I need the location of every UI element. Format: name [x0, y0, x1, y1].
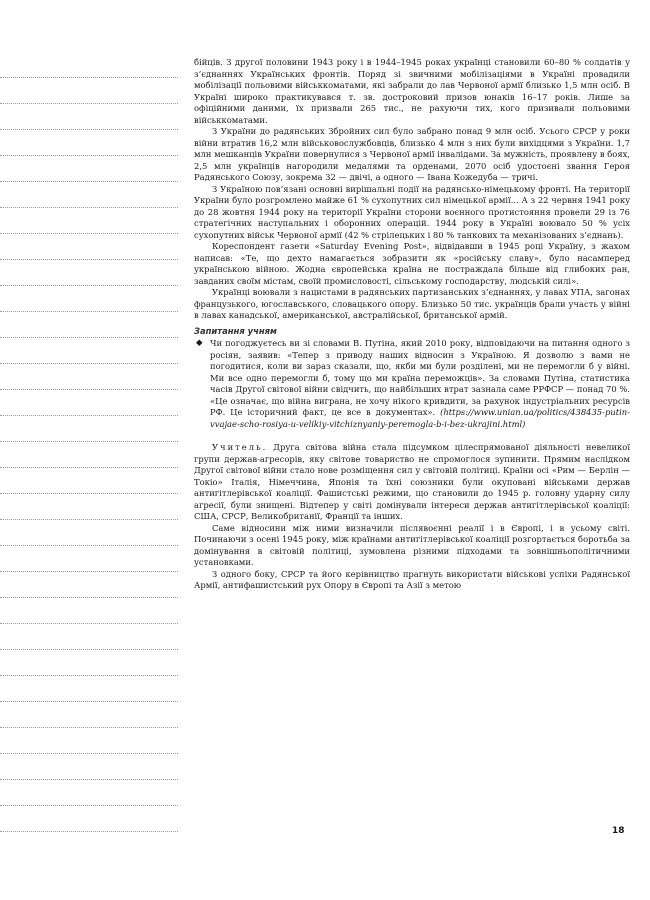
note-line — [0, 156, 178, 182]
teacher-label: Учитель. — [212, 442, 268, 452]
note-line — [0, 546, 178, 572]
note-line — [0, 572, 178, 598]
question-text: Чи погоджуєтесь ви зі словами В. Путіна, який 2010 року, відповідаючи на питання одного з росіян, заявив: «Тепер з приводу наших відносин з Україною. Я дозволю з вами не погодитися, коли ви зараз сказали, що, якби ми були розділені, ми не перемогли б у війні. Ми все одно перемогли б, тому що ми країна переможців». За словами Путіна, статистика часів Другої світової війни свідчить, що найбільших втрат зазнала саме РРФСР — понад 70 %. «Це означає, що війна виграна, не хочу нікого кривдити, за рахунок індустріальних ресурсів РФ. Це історичний факт, це все в документах». — [210, 338, 630, 417]
note-line — [0, 234, 178, 260]
note-line — [0, 182, 178, 208]
diamond-bullet-icon: ◆ — [196, 338, 203, 348]
teacher-paragraph — [194, 442, 630, 523]
paragraph: З України до радянських Збройних сил було забрано понад 9 млн осіб. Усього СРСР у роки війни втратив 16,2 млн військовослужбовців, близько 4 млн з них були вихідцями з України. 1,7 млн мешканців України повернулися з Червоної армії інвалідами. За мужність, проявлену в боях, 2,5 млн українців нагородили медалями та орденами, 2070 осіб удостоєні звання Героя Радянського Союзу, зокрема 32 — двічі, а одного — Івана Кожедуба — тричі. — [194, 126, 630, 182]
teacher-text: Друга світова війна стала підсумком цілеспрямованої діяльності невеликої групи держав-агресорів, яку світове товариство не спромоглося зупинити. Прямим наслідком Другої світової війни стало нове розміщення сил у світовій політиці. Країни осі «Рим — Берлін — Токіо» Італія, Німеччина, Японія та їхні союзники були окуповані військами держав антигітлерівської коаліції. Фашистські режими, що становили до 1945 р. головну ударну силу агресії, були знищені. Відтепер у світі домінували інтереси держав антигітлерівської коаліції: США, СРСР, Великобританії, Франції та інших. — [194, 442, 630, 521]
note-line — [0, 702, 178, 728]
page-body — [194, 57, 630, 592]
question-heading: Запитання учням — [194, 325, 277, 336]
note-line — [0, 286, 178, 312]
note-line — [0, 728, 178, 754]
note-line — [0, 442, 178, 468]
notes-margin — [0, 52, 178, 832]
note-line — [0, 208, 178, 234]
note-line — [0, 312, 178, 338]
note-line — [0, 520, 178, 546]
note-line — [0, 806, 178, 832]
paragraph: Кореспондент газети «Saturday Evening Post», відвідавши в 1945 році Україну, з жахом написав: «Те, що дехто намагається зобразити як «російську славу», було насамперед українською війною. Жодна європейська країна не постраждала більше від глибоких ран, завданих своїм містам, своїй промисловості, сільському господарству, людській силі». — [194, 241, 630, 286]
paragraph: З одного боку, СРСР та його керівництво прагнуть використати військові успіхи Радянської Армії, антифашистський рух Опору в Європі та Азії з метою — [194, 568, 630, 590]
paragraph: Українці воювали з нацистами в радянських партизанських з’єднаннях, у лавах УПА, загонах французького, югославського, словацького опору. Близько 50 тис. українців брали участь у війні в лавах канадської, американської, австралійської, британської армій. — [194, 287, 630, 320]
paragraph: Саме відносини між ними визначили післявоєнні реалії і в Європі, і в усьому світі. Починаючи з осені 1945 року, між країнами антигітлерівської коаліції розгортається боротьба за домінування в світовій політиці, зумовлена різними підходами та зовнішньополітичними установками. — [194, 522, 630, 567]
paragraph: З Україною пов’язані основні вирішальні події на радянсько-німецькому фронті. На території України було розгромлено майже 61 % сухопутних сил німецької армії... А з 22 червня 1941 року до 28 жовтня 1944 року на території України сторони воєнного протистояння провели 29 із 76 стратегічних наступальних і оборонних операцій. 1944 року в Україні воювало 50 % усіх сухопутних військ Червоної армії (42 % стрілецьких і 80 % танкових та механізованих з’єднань). — [194, 183, 630, 240]
note-line — [0, 754, 178, 780]
page-number: 18 — [612, 826, 625, 836]
note-line — [0, 338, 178, 364]
note-line — [0, 78, 178, 104]
note-line — [0, 468, 178, 494]
note-line — [0, 260, 178, 286]
note-line — [0, 52, 178, 78]
note-line — [0, 364, 178, 390]
note-line — [0, 390, 178, 416]
note-line — [0, 104, 178, 130]
question-source: (https://www.unian.ua/politics/438435-putin-vvajae-scho-rosiya-u-velikiy-vitchiznyaniy-peremogla-b-i-bez-ukrajini.html) — [210, 407, 630, 429]
note-line — [0, 598, 178, 624]
note-line — [0, 650, 178, 676]
note-line — [0, 130, 178, 156]
note-line — [0, 624, 178, 650]
note-line — [0, 780, 178, 806]
question-item — [194, 338, 630, 430]
note-line — [0, 676, 178, 702]
note-line — [0, 494, 178, 520]
note-line — [0, 416, 178, 442]
paragraph: бійців. З другої половини 1943 року і в 1944–1945 роках українці становили 60–80 % солдатів у з’єднаннях Українських фронтів. Поряд зі звичними мобілізаціями в Україні провадили мобілізації польовими військкоматами, які забрали до лав Червоної армії близько 1,5 млн осіб. В Україні широко практикувався т. зв. достроковий призов юнаків 16–17 років. Лише за офіційними даними, їх призвали 265 тис., не рахуючи тих, кого призивали польовими військкоматами. — [194, 57, 630, 125]
